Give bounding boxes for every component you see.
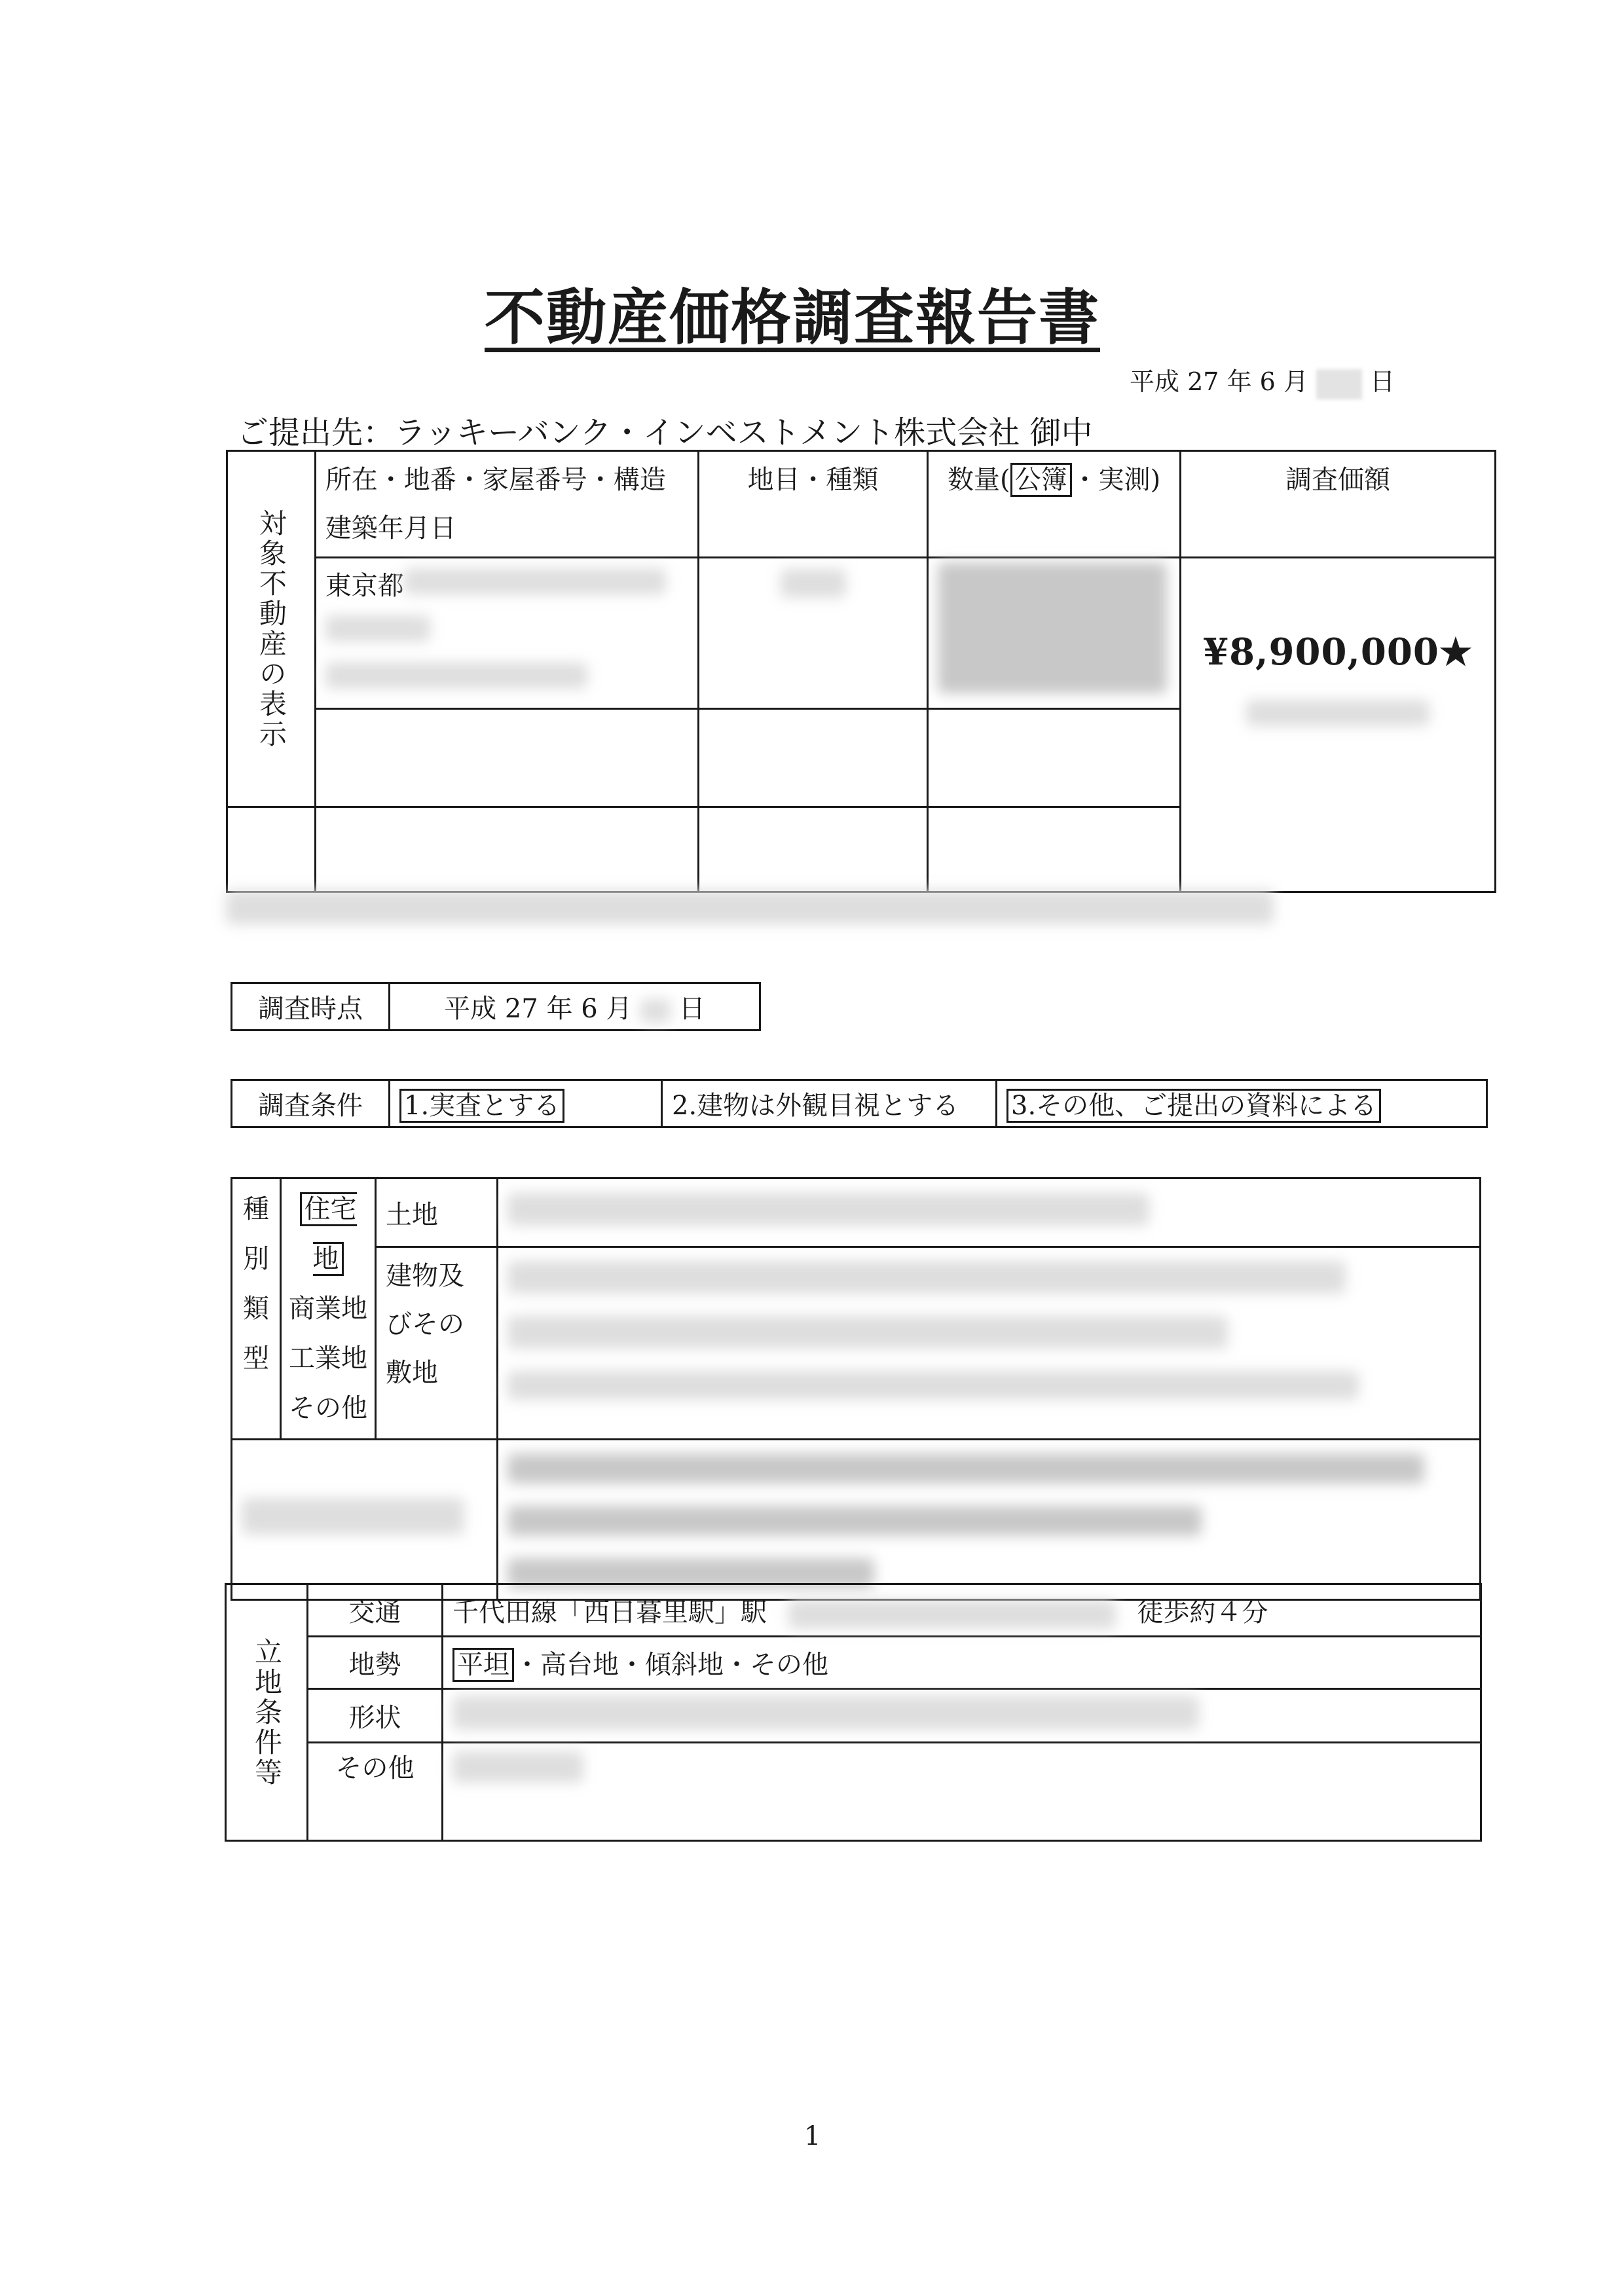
redacted-lease-label [242, 1498, 464, 1535]
property-side-label-cont [227, 807, 316, 892]
conditions-label: 調査条件 [232, 1080, 390, 1127]
property-side-label: 対象不動産の表示 [227, 451, 316, 807]
land-type-cell [699, 558, 928, 709]
price-value: ¥8,900,000★ [1203, 630, 1473, 674]
survey-date-label: 調査時点 [232, 983, 390, 1030]
condition-1: 1.実査とする [390, 1080, 662, 1127]
terrain-value: 平坦 ・高台地・傾斜地・その他 [443, 1637, 1481, 1689]
redacted-unit-price [1246, 700, 1430, 726]
land-label: 土地 [376, 1178, 498, 1247]
quantity-cell-empty-1 [928, 709, 1181, 807]
header-location-line2: 建築年月日 [325, 513, 456, 543]
conditions-table [231, 1079, 1488, 1128]
terrain-selected: 平坦 [452, 1648, 514, 1682]
terrain-label: 地勢 [308, 1637, 443, 1689]
location-cell-empty-2 [315, 807, 698, 892]
location-conditions-table [225, 1583, 1482, 1842]
price-cell [1181, 558, 1496, 892]
transport-value: 千代田線「西日暮里駅」駅 徒歩約４分 [443, 1584, 1481, 1637]
date-era: 平成 [1130, 367, 1180, 396]
lease-label-cell [232, 1440, 498, 1600]
header-price: 調査価額 [1181, 451, 1496, 558]
report-date [1130, 361, 1395, 399]
building-label: 建物及 びその 敷地 [376, 1247, 498, 1440]
transport-label: 交通 [308, 1584, 443, 1637]
redacted-lot [325, 615, 430, 642]
use-category: 住宅地 商業地 工業地 その他 [281, 1178, 376, 1440]
other-label: その他 [308, 1743, 443, 1841]
location-side-label: 立地条件等 [226, 1584, 308, 1841]
redacted-quantity [938, 562, 1167, 693]
date-day-unit: 日 [1370, 367, 1395, 396]
redacted-land-description [507, 1193, 1149, 1226]
shape-value [443, 1689, 1481, 1743]
land-type-cell-empty-2 [699, 807, 928, 892]
redacted-shape [452, 1696, 1199, 1730]
type-vertical-label: 種 別 類 型 [232, 1178, 281, 1440]
location-prefecture: 東京都 [325, 571, 404, 601]
redacted-other [452, 1751, 583, 1783]
redacted-transport [788, 1600, 1116, 1629]
redacted-building [325, 663, 587, 689]
redacted-note [226, 890, 1274, 927]
use-selected: 住宅地 [300, 1192, 357, 1276]
type-table [231, 1177, 1481, 1601]
survey-date-table [231, 982, 761, 1031]
condition-3: 3.その他、ご提出の資料による [997, 1080, 1487, 1127]
header-location [315, 451, 698, 558]
survey-date-value: 平成 27 年 6 月 日 [390, 983, 760, 1030]
date-year-unit: 年 [1227, 367, 1252, 396]
page-number: 1 [804, 2121, 821, 2151]
header-quantity: 数量( 公簿 ・実測) [928, 451, 1181, 558]
redacted-location [404, 568, 666, 594]
header-location-line1: 所在・地番・家屋番号・構造 [325, 465, 666, 495]
date-month: 6 [1259, 367, 1276, 396]
location-cell [315, 558, 698, 709]
recipient: ご提出先：ラッキーバンク・インベストメント株式会社 御中 [237, 414, 1093, 451]
property-table [226, 450, 1496, 893]
quantity-cell [928, 558, 1181, 709]
land-type-cell-empty-1 [699, 709, 928, 807]
shape-label: 形状 [308, 1689, 443, 1743]
quantity-selected: 公簿 [1010, 463, 1072, 497]
date-year: 27 [1187, 367, 1219, 396]
land-description [498, 1178, 1481, 1247]
report-title: 不動産価格調査報告書 [485, 282, 1101, 353]
date-day-redacted [1316, 369, 1362, 399]
lease-description [498, 1440, 1481, 1600]
building-description [498, 1247, 1481, 1440]
date-month-unit: 月 [1283, 367, 1308, 396]
other-value [443, 1743, 1481, 1841]
header-land-type: 地目・種類 [699, 451, 928, 558]
redacted-land-type [781, 569, 846, 598]
survey-day-redacted [640, 999, 671, 1023]
quantity-cell-empty-2 [928, 807, 1181, 892]
condition-2: 2.建物は外観目視とする [662, 1080, 997, 1127]
location-cell-empty-1 [315, 709, 698, 807]
